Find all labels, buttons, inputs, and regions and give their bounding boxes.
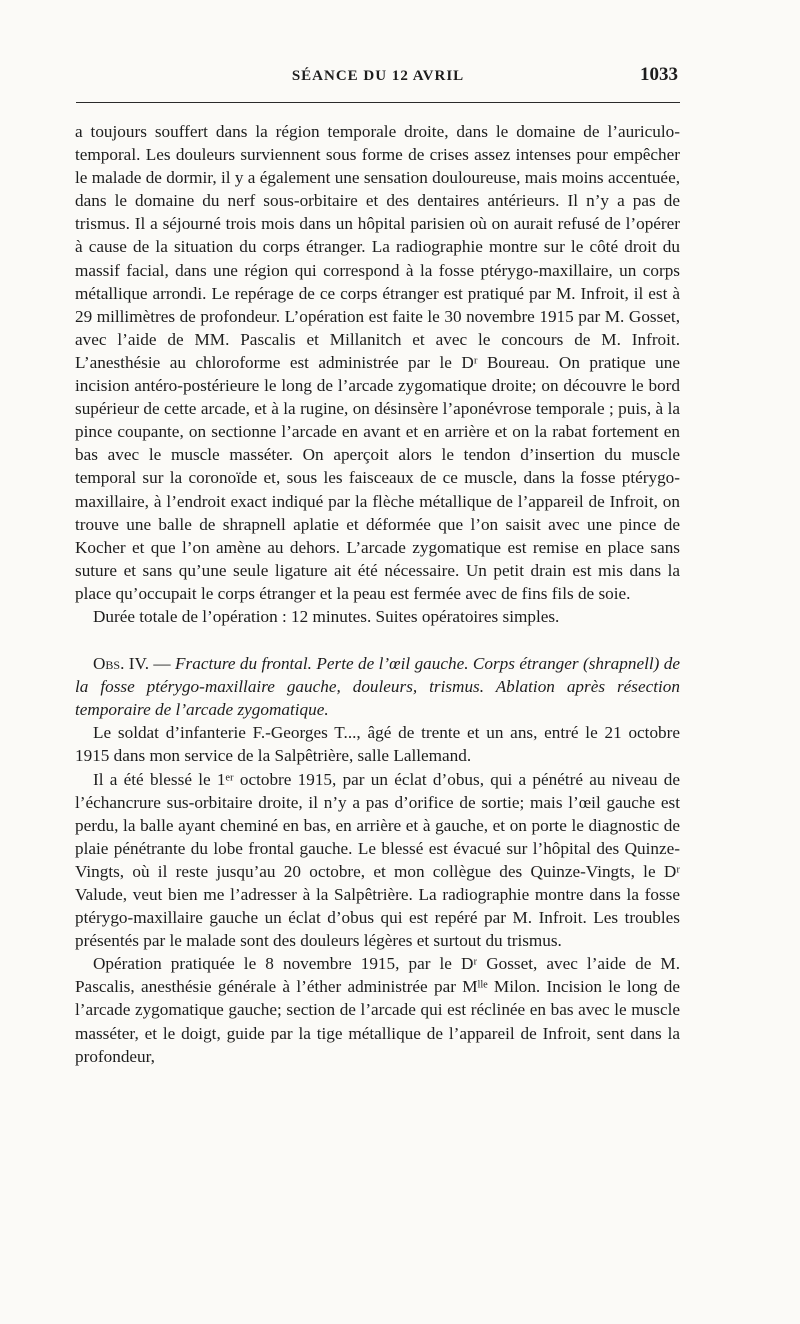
paragraph-duration: Durée totale de l’opération : 12 minutes. Suites opératoires simples. (93, 606, 560, 626)
observation-title: Fracture du frontal. Perte de l’œil gauche. Corps étranger (shrapnell) de la fosse ptérygo-maxillaire gauche, douleurs, trismus. Ablation après résection temporaire de l’arcade zygomatique. (75, 654, 680, 720)
header-rule (76, 102, 680, 103)
body-text (75, 120, 680, 1068)
paragraph-continuation: a toujours souffert dans la région temporale droite, dans le domaine de l’auriculo-temporal. Les douleurs surviennent sous forme de crises assez intenses pour empêcher le malade de dormir, il y a également une sensation douloureuse, mais moins accentuée, dans le domaine du nerf sous-orbitaire et des dentaires antérieurs. Il n’y a pas de trismus. Il a séjourné trois mois dans un hôpital parisien où on aurait refusé de l’opérer à cause de la situation du corps étranger. La radiographie montre sur le côté droit du massif facial, dans une région qui correspond à la fosse ptérygo-maxillaire, un corps métallique arrondi. Le repérage de ce corps étranger est pratiqué par M. Infroit, il est à 29 millimètres de profondeur. L’opération est faite le 30 novembre 1915 par M. Gosset, avec l’aide de MM. Pascalis et Millanitch et avec le concours de M. Infroit. L’anesthésie au chloroforme est administrée par le Dʳ Boureau. On pratique une incision antéro-postérieure le long de l’arcade zygomatique droite; on découvre le bord supérieur de cette arcade, et à la rugine, on désinsère l’aponévrose temporale ; puis, à la pince coupante, on sectionne l’arcade en avant et en arrière et on la rabat fortement en bas avec le muscle masséter. On aperçoit alors le tendon d’insertion du muscle temporal sur la coronoïde et, sous les faisceaux de ce muscle, dans la fosse ptérygo-maxillaire, à l’endroit exact indiqué par la flèche métallique de l’appareil de Infroit, on trouve une balle de shrapnell aplatie et déformée que l’on saisit avec une pince de Kocher et que l’on amène au dehors. L’arcade zygomatique est remise en place sans suture et sans qu’une seule ligature ait été nécessaire. Un petit drain est mis dans la place qu’occupait le corps étranger et la peau est fermée avec de fins fils de soie. (75, 122, 680, 603)
paragraph-patient: Le soldat d’infanterie F.-Georges T..., âgé de trente et un ans, entré le 21 octobre 1915 dans mon service de la Salpêtrière, salle Lallemand. (75, 723, 680, 766)
observation-label: Obs. IV. — (93, 654, 171, 674)
paragraph-injury: Il a été blessé le 1ᵉʳ octobre 1915, par un éclat d’obus, qui a pénétré au niveau de l’échancrure sus-orbitaire droite, il n’y a pas d’orifice de sortie; mais l’œil gauche est perdu, la balle ayant cheminé en bas, en arrière et à gauche, et on porte le diagnostic de plaie pénétrante du lobe frontal gauche. Le blessé est évacué sur l’hôpital des Quinze-Vingts, où il reste jusqu’au 20 octobre, et mon collègue des Quinze-Vingts, le Dʳ Valude, veut bien me l’adresser à la Salpêtrière. La radiographie montre dans la fosse ptérygo-maxillaire gauche un éclat d’obus qui est repéré par M. Infroit. Les troubles présentés par le malade sont des douleurs légères et surtout du trismus. (75, 769, 680, 951)
page-number: 1033 (640, 64, 678, 85)
section-gap (75, 628, 680, 652)
page-header (76, 62, 680, 96)
running-title: SÉANCE DU 12 AVRIL (291, 68, 465, 84)
paragraph-operation: Opération pratiquée le 8 novembre 1915, par le Dʳ Gosset, avec l’aide de M. Pascalis, anesthésie générale à l’éther administrée par Mˡˡᵉ Milon. Incision le long de l’arcade zygomatique gauche; section de l’arcade qui est réclinée en bas avec le muscle masséter, et le doigt, guide par la tige métallique de l’appareil de Infroit, sent dans la profondeur, (75, 954, 680, 1066)
observation-heading (75, 652, 680, 721)
